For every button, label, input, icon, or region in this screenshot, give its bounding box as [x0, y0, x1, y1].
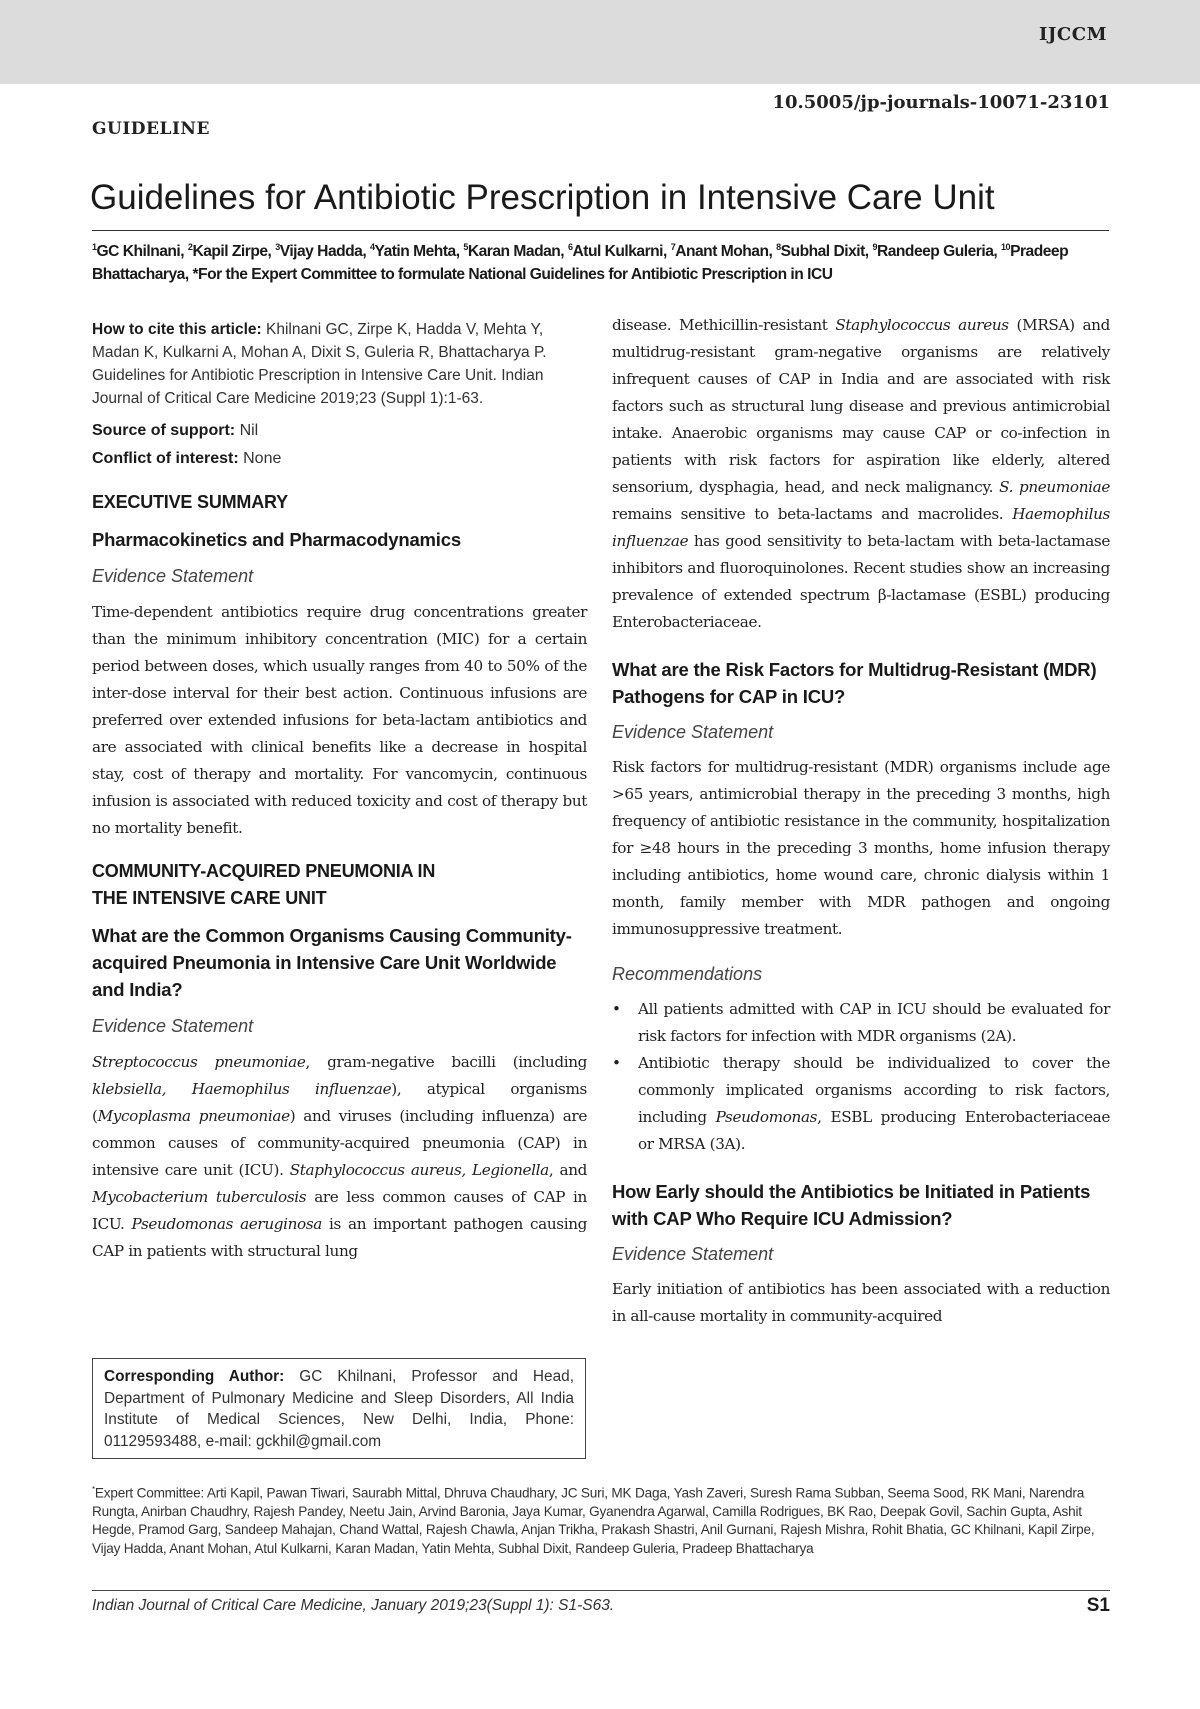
pkpd-heading: Pharmacokinetics and Pharmacodynamics — [92, 529, 461, 550]
citation: How to cite this article: Khilnani GC, Zirpe K, Hadda V, Mehta Y, Madan K, Kulkarni A, Mohan A, Dixit S, Guleria R, Bhattacharya P. Guidelines for Antibiotic Prescription in Intensive Care Unit. Indian Journal of Critical Care Medicine 2019;23 (Suppl 1):1-63. — [92, 321, 547, 407]
header-band — [0, 0, 1200, 84]
bullet-icon: • — [612, 1054, 621, 1072]
recommendation-list — [612, 996, 1110, 1158]
journal-tag: IJCCM — [1038, 24, 1107, 45]
journal-citation-footer: Indian Journal of Critical Care Medicine, January 2019;23(Suppl 1): S1-S63. — [92, 1597, 615, 1614]
common-organisms-heading: What are the Common Organisms Causing Community-acquired Pneumonia in Intensive Care Unit Worldwide and India? — [92, 925, 572, 1000]
conflict-of-interest: Conflict of interest: None — [92, 450, 282, 467]
doi-link[interactable]: 10.5005/jp-journals-10071-23101 — [772, 92, 1110, 113]
cap-section-heading: COMMUNITY-ACQUIRED PNEUMONIA IN THE INTENSIVE CARE UNIT — [92, 861, 436, 908]
recommendations-label: Recommendations — [612, 964, 763, 984]
author-item: $^{10}$Pradeep Bhattacharya, — [92, 242, 1069, 284]
antibiotic-timing-heading: How Early should the Antibiotics be Initiated in Patients with CAP Who Require ICU Admission? — [612, 1181, 1091, 1229]
author-item: $^7$Anant Mohan, — [670, 242, 777, 261]
author-item: $^3$Vijay Hadda, — [275, 242, 371, 261]
author-item: $^6$Atul Kulkarni, — [567, 242, 671, 261]
mdr-risk-heading: What are the Risk Factors for Multidrug-Resistant (MDR) Pathogens for CAP in ICU? — [612, 659, 1097, 707]
early-initiation-paragraph: Early initiation of antibiotics has been associated with a reduction in all-cause mortality in community-acquired — [612, 1280, 1110, 1325]
author-item: $^4$Yatin Mehta, — [370, 242, 464, 261]
pkpd-paragraph: Time-dependent antibiotics require drug concentrations greater than the minimum inhibitory concentration (MIC) for a certain period between doses, which usually ranges from 40 to 50% of the inter-dose interval for their best action. Continuous infusions are preferred over extended infusions for beta-lactam antibiotics and are associated with clinical benefits like a decrease in hospital stay, cost of therapy and mortality. For vancomycin, continuous infusion is associated with reduced toxicity and cost of therapy but no mortality benefit. — [92, 603, 587, 837]
evidence-statement-label: Evidence Statement — [612, 722, 774, 742]
footer-divider — [92, 1590, 1110, 1591]
organisms-paragraph-continued: disease. Methicillin-resistant Staphylococcus aureus (MRSA) and multidrug-resistant gram-negative organisms are relatively infrequent causes of CAP in India and are associated with risk factors such as structural lung disease and previous antimicrobial intake. Anaerobic organisms may cause CAP or co-infection in patients with risk factors for aspiration like elderly, altered sensorium, dysphagia, head, and neck malignancy. S. pneumoniae remains sensitive to beta-lactams and macrolides. Haemophilus influenzae has good sensitivity to beta-lactam with beta-lactamase inhibitors and fluoroquinolones. Recent studies show an increasing prevalence of extended spectrum β-lactamase (ESBL) producing Enterobacteriaceae. — [612, 316, 1110, 631]
author-item: $^1$GC Khilnani, — [92, 242, 188, 261]
author-item: $^2$Kapil Zirpe, — [187, 242, 276, 261]
list-item: • All patients admitted with CAP in ICU should be evaluated for risk factors for infection with MDR organisms (2A). — [612, 996, 1110, 1050]
list-item: • Antibiotic therapy should be individualized to cover the commonly implicated organisms according to risk factors, including Pseudomonas, ESBL producing Enterobacteriaceae or MRSA (3A). — [612, 1050, 1110, 1158]
author-committee: *For the Expert Committee to formulate National Guidelines for Antibiotic Prescription in ICU — [192, 266, 833, 284]
left-column — [92, 318, 587, 1265]
author-item: $^5$Karan Madan, — [463, 242, 568, 261]
source-of-support: Source of support: Nil — [92, 422, 259, 439]
author-item: $^8$Subhal Dixit, — [776, 242, 873, 261]
author-list — [92, 236, 1110, 286]
expert-committee-footnote: *Expert Committee: Arti Kapil, Pawan Tiwari, Saurabh Mittal, Dhruva Chaudhary, JC Suri, MK Daga, Yash Zaveri, Suresh Rama Subban, Seema Sood, RK Mani, Narendra Rungta, Anirban Chaudhry, Rajesh Pandey, Neetu Jain, Arvind Baronia, Jaya Kumar, Gyanendra Agarwal, Camilla Rodrigues, BK Rao, Deepak Govil, Sachin Gupta, Ashit Hegde, Pramod Garg, Sandeep Mahajan, Chand Wattal, Rajesh Chawla, Anjan Trikha, Prakash Shastri, Anil Gurnani, Rajesh Mishra, Rohit Bhatia, GC Khilnani, Kapil Zirpe, Vijay Hadda, Anant Mohan, Atul Kulkarni, Karan Madan, Yatin Mehta, Subhal Dixit, Randeep Guleria, Pradeep Bhattacharya — [92, 1485, 1095, 1556]
corresponding-author-label: Corresponding Author: — [104, 1368, 285, 1385]
article-type-label: GUIDELINE — [92, 119, 210, 139]
evidence-statement-label: Evidence Statement — [612, 1244, 774, 1264]
right-column — [612, 318, 1110, 1330]
author-item: $^9$Randeep Guleria, — [872, 242, 1002, 261]
organisms-paragraph: Streptococcus pneumoniae, gram-negative bacilli (including klebsiella, Haemophilus influenzae), atypical organisms (Mycoplasma pneumoniae) and viruses (including influenza) are common causes of community-acquired pneumonia (CAP) in intensive care unit (ICU). Staphylococcus aureus, Legionella, and Mycobacterium tuberculosis are less common causes of CAP in ICU. Pseudomonas aeruginosa is an important pathogen causing CAP in patients with structural lung — [92, 1053, 588, 1260]
corresponding-author-box — [92, 1358, 586, 1459]
corresponding-author-details: GC Khilnani, Professor and Head, Department of Pulmonary Medicine and Sleep Disorders, All India Institute of Medical Sciences, New Delhi, India, Phone: 01129593488, e-mail: gckhil@gmail.com — [104, 1368, 574, 1450]
title-divider — [92, 230, 1109, 231]
evidence-statement-label: Evidence Statement — [92, 1016, 254, 1036]
bullet-icon: • — [612, 1000, 621, 1018]
evidence-statement-label: Evidence Statement — [92, 566, 254, 586]
mdr-paragraph: Risk factors for multidrug-resistant (MDR) organisms include age >65 years, antimicrobial therapy in the preceding 3 months, high frequency of antibiotic resistance in the community, hospitalization for ≥48 hours in the preceding 3 months, home infusion therapy including antibiotics, home wound care, chronic dialysis within 1 month, family member with MDR pathogen and ongoing immunosuppressive treatment. — [612, 758, 1110, 938]
executive-summary-heading: EXECUTIVE SUMMARY — [92, 492, 288, 512]
article-title: Guidelines for Antibiotic Prescription in Intensive Care Unit — [90, 178, 995, 217]
page-number: S1 — [1086, 1595, 1110, 1616]
